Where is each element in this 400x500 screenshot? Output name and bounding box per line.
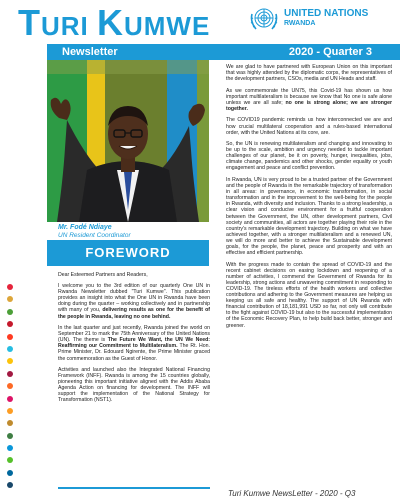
sdg-dot xyxy=(7,470,13,476)
caption-name: Mr. Fodé Ndiaye xyxy=(58,224,112,231)
paragraph-text: In the last quarter and just recently, Rwanda joined the world on September 21 to mark the 75th Anniversary of the United Nations (UN). The theme is xyxy=(58,325,210,344)
sdg-dot xyxy=(7,346,13,352)
right-column xyxy=(226,64,392,334)
paragraph-text: As we commemorate the UN75, this Covid-19 has shown us how important multilateralism is because we know that No one is safe alone unless we are all safe; xyxy=(226,87,392,106)
salutation: Dear Esteemed Partners and Readers, xyxy=(58,272,148,278)
sdg-dot xyxy=(7,371,13,377)
paragraph: We are glad to have partnered with European Union on this important that was highly attended by the diplomatic corps, the representatives of the development partners, CSOs, media and UN Heads and staff. xyxy=(226,64,392,83)
sdg-dot xyxy=(7,433,13,439)
sdg-dot xyxy=(7,457,13,463)
sdg-dot xyxy=(7,408,13,414)
paragraph: So, the UN is renewing multilateralism and changing and innovating to be up to the scale, ambition and urgency needed to tackle important challenges of our planet, be it on poverty, hunger, inequalities, jobs, climate change, pandemics and other shocks, gender equality or youth engagement and peace and conflict prevention. xyxy=(226,141,392,172)
sdg-dot xyxy=(7,284,13,290)
newsletter-label: Newsletter xyxy=(62,46,118,58)
footer-text: Turi Kumwe NewsLetter - 2020 - Q3 xyxy=(228,489,356,498)
title-letter-2: K xyxy=(97,2,124,43)
paragraph: The COVID19 pandemic reminds us how interconnected we are and how crucial multilateral cooperation and a rules-based international order, with the United Nations at its core, are. xyxy=(226,117,392,136)
paragraph-text: The Rt. Hon. Prime Minister, Dr. Edouard Ngirente, the Prime Minister graced the commemoration as the Guest of Honor. xyxy=(58,343,210,362)
sdg-dot xyxy=(7,383,13,389)
sdg-dot xyxy=(7,309,13,315)
footer-rule xyxy=(58,487,210,489)
paragraph xyxy=(58,283,210,320)
sdg-color-dots xyxy=(7,284,17,495)
issue-label: 2020 - Quarter 3 xyxy=(288,46,372,58)
title-part-2: UMWE xyxy=(124,11,211,41)
paragraph: Activities and launched also the Integrated National Financing Framework (INFF). Rwanda is among the 15 countries globally, pioneering this important initiative aligned with the Addis Ababa Agenda Action on financing for development. The INFF will support the implementation of the National Strategy for Transformation (NST1). xyxy=(58,367,210,404)
paragraph-bold: The Future We Want, the UN We Need: Reaffirming our Commitment to Multilateralism. xyxy=(58,337,210,350)
sdg-dot xyxy=(7,321,13,327)
title-part-1: URI xyxy=(41,11,97,41)
un-country: RWANDA xyxy=(284,20,316,27)
paragraph-bold: no one is strong alone; we are stronger together. xyxy=(226,99,392,112)
sdg-dot xyxy=(7,396,13,402)
un-emblem-icon xyxy=(248,4,280,36)
sdg-dot xyxy=(7,420,13,426)
title-letter-1: T xyxy=(18,2,41,43)
section-heading: FOREWORD xyxy=(47,240,209,266)
un-name: UNITED NATIONS xyxy=(284,8,369,19)
paragraph-text: I welcome you to the 3rd edition of our quarterly One UN in Rwanda Newsletter dubbed "Turi Kumwe". This publication provides an insight into what the One UN in Rwanda have been doing during the quarter – working collectively and in partnership with many of you, xyxy=(58,283,210,314)
paragraph xyxy=(226,88,392,112)
caption-role: UN Resident Coordinator xyxy=(58,232,131,239)
paragraph-bold: delivering results as one for the benefit of the people in Rwanda, leaving no one behind. xyxy=(58,307,210,320)
sdg-dot xyxy=(7,482,13,488)
masthead-title xyxy=(18,2,248,43)
sdg-dot xyxy=(7,334,13,340)
paragraph: With the progress made to contain the spread of COVID-19 and the recent cabinet decisions on easing lockdown and reopening of a number of activities, I commend the Government of Rwanda for its leadership, strong actions and unwavering commitment in responding to COVID-19. The tireless efforts of the health workers and collective contributions and adhering to the Government measures are helping us keeping us all safe and healthy. The support of UN Rwanda with financial contribution of 18,181,991 USD so far, not only will contribute to the fight against COVID-19 but also to the successful implementation of the Economic Recovery Plan, to help build back better, stronger and greener. xyxy=(226,261,392,329)
paragraph xyxy=(58,325,210,362)
left-column xyxy=(58,272,210,409)
sdg-dot xyxy=(7,358,13,364)
sdg-dot xyxy=(7,296,13,302)
sdg-dot xyxy=(7,445,13,451)
paragraph: In Rwanda, UN is very proud to be a trusted partner of the Government and the people of Rwanda in the remarkable trajectory of transformation in all areas: in governance, in economic transformation, in social transformation and in the improvement to the well-being for the people in Rwanda, with diversity and inclusion. Thanks to a strong leadership, a clear vision and conducive environment for a fruitful cooperation between the Government, the UN, other development partners, Civil society and communities, all actors are together playing their role in the country's remarkable development trajectory. Building on what we have achieved together, with a stronger multilateralism and a renewed UN, we will do more and better to achieve the Sustainable development goals, for the people, the planet, peace and prosperity and with an effective and efficient partnership. xyxy=(226,176,392,257)
coordinator-photo xyxy=(47,60,209,222)
